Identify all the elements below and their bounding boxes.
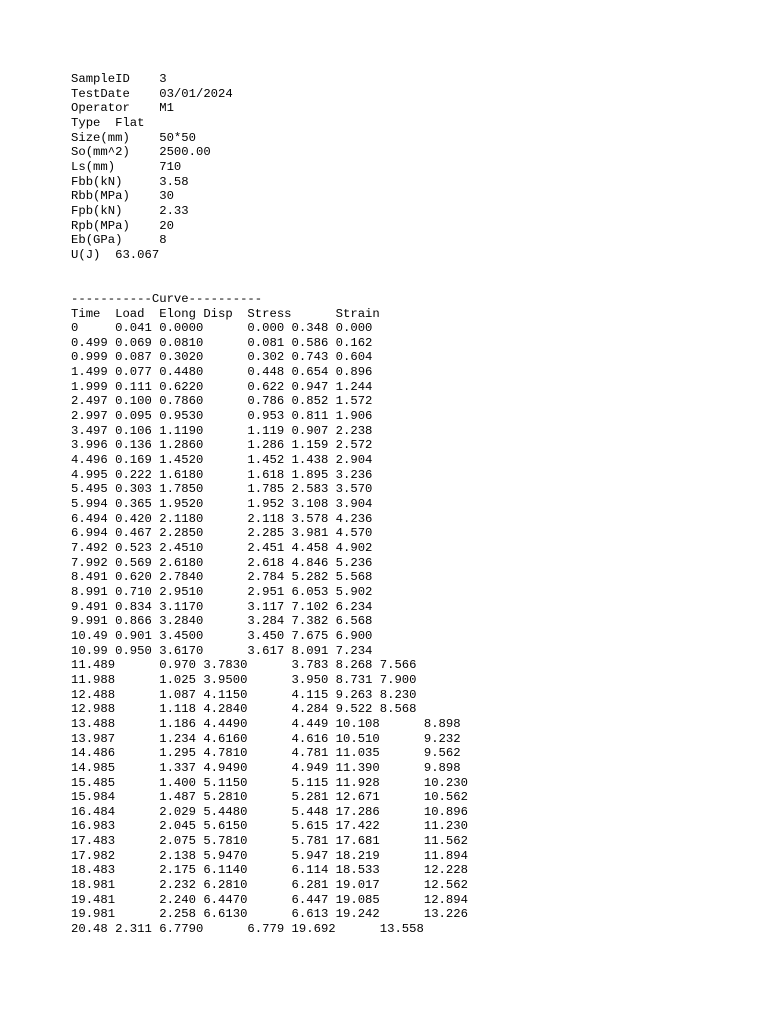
header-line: Operator M1 <box>71 101 174 116</box>
curve-data-row: 10.99 0.950 3.6170 3.617 8.091 7.234 <box>71 643 373 658</box>
header-line: Ls(mm) 710 <box>71 159 182 174</box>
header-line: So(mm^2) 2500.00 <box>71 145 211 160</box>
curve-data-row: 7.492 0.523 2.4510 2.451 4.458 4.902 <box>71 541 373 555</box>
header-line: Rpb(MPa) 20 <box>71 218 174 233</box>
curve-header-line: Time Load Elong Disp Stress Strain <box>71 306 380 321</box>
curve-data-row: 7.992 0.569 2.6180 2.618 4.846 5.236 <box>71 555 373 570</box>
header-line <box>71 263 468 278</box>
curve-data-row: 18.981 2.232 6.2810 6.281 19.017 12.562 <box>71 878 468 893</box>
curve-data-row: 2.497 0.100 0.7860 0.786 0.852 1.572 <box>71 394 373 409</box>
header-line: Fbb(kN) 3.58 <box>71 174 189 189</box>
curve-data-row: 9.491 0.834 3.1170 3.117 7.102 6.234 <box>71 599 373 614</box>
curve-data-row: 9.991 0.866 3.2840 3.284 7.382 6.568 <box>71 614 373 629</box>
header-line: Fpb(kN) 2.33 <box>71 203 189 218</box>
curve-data-row: 14.486 1.295 4.7810 4.781 11.035 9.562 <box>71 746 461 761</box>
curve-data-row: 2.997 0.095 0.9530 0.953 0.811 1.906 <box>71 409 373 424</box>
curve-data-row: 6.994 0.467 2.2850 2.285 3.981 4.570 <box>71 526 373 541</box>
header-line: SampleID 3 <box>71 72 167 86</box>
curve-data-row: 14.985 1.337 4.9490 4.949 11.390 9.898 <box>71 760 461 775</box>
curve-data-row: 0.499 0.069 0.0810 0.081 0.586 0.162 <box>71 335 373 350</box>
header-line: Type Flat <box>71 115 145 130</box>
header-line: U(J) 63.067 <box>71 247 160 262</box>
curve-data-row: 0 0.041 0.0000 0.000 0.348 0.000 <box>71 321 373 336</box>
header-line: Rbb(MPa) 30 <box>71 189 174 204</box>
header-line: Size(mm) 50*50 <box>71 130 196 145</box>
curve-data-row: 16.484 2.029 5.4480 5.448 17.286 10.896 <box>71 804 468 819</box>
curve-data-row: 19.481 2.240 6.4470 6.447 19.085 12.894 <box>71 892 468 907</box>
curve-data-row: 3.996 0.136 1.2860 1.286 1.159 2.572 <box>71 438 373 453</box>
curve-data-row: 1.999 0.111 0.6220 0.622 0.947 1.244 <box>71 379 373 394</box>
curve-data-row: 19.981 2.258 6.6130 6.613 19.242 13.226 <box>71 907 468 922</box>
header-line: TestDate 03/01/2024 <box>71 86 233 101</box>
curve-data-row: 5.495 0.303 1.7850 1.785 2.583 3.570 <box>71 482 373 497</box>
curve-data-row: 15.485 1.400 5.1150 5.115 11.928 10.230 <box>71 775 468 790</box>
curve-data-row: 8.491 0.620 2.7840 2.784 5.282 5.568 <box>71 570 373 585</box>
curve-data-row: 6.494 0.420 2.1180 2.118 3.578 4.236 <box>71 511 373 526</box>
curve-data-row: 13.488 1.186 4.4490 4.449 10.108 8.898 <box>71 716 461 731</box>
curve-data-row: 11.489 0.970 3.7830 3.783 8.268 7.566 <box>71 658 417 673</box>
curve-data-row: 1.499 0.077 0.4480 0.448 0.654 0.896 <box>71 365 373 380</box>
curve-data-row: 20.48 2.311 6.7790 6.779 19.692 13.558 <box>71 922 424 937</box>
header-line: Eb(GPa) 8 <box>71 233 167 248</box>
curve-data-row: 17.982 2.138 5.9470 5.947 18.219 11.894 <box>71 848 468 863</box>
curve-data-row: 13.987 1.234 4.6160 4.616 10.510 9.232 <box>71 731 461 746</box>
curve-data-row: 12.988 1.118 4.2840 4.284 9.522 8.568 <box>71 702 417 717</box>
curve-data-row: 0.999 0.087 0.3020 0.302 0.743 0.604 <box>71 350 373 365</box>
curve-data-row: 4.496 0.169 1.4520 1.452 1.438 2.904 <box>71 453 373 468</box>
curve-data-row: 18.483 2.175 6.1140 6.114 18.533 12.228 <box>71 863 468 878</box>
curve-data-row: 11.988 1.025 3.9500 3.950 8.731 7.900 <box>71 672 417 687</box>
curve-header-line: -----------Curve---------- <box>71 291 263 306</box>
curve-data-row: 17.483 2.075 5.7810 5.781 17.681 11.562 <box>71 834 468 849</box>
curve-data-row: 4.995 0.222 1.6180 1.618 1.895 3.236 <box>71 467 373 482</box>
curve-data-row: 8.991 0.710 2.9510 2.951 6.053 5.902 <box>71 584 373 599</box>
curve-data-row: 3.497 0.106 1.1190 1.119 0.907 2.238 <box>71 423 373 438</box>
curve-data-row: 15.984 1.487 5.2810 5.281 12.671 10.562 <box>71 790 468 805</box>
curve-data-row: 16.983 2.045 5.6150 5.615 17.422 11.230 <box>71 819 468 834</box>
curve-data-row: 12.488 1.087 4.1150 4.115 9.263 8.230 <box>71 687 417 702</box>
curve-data-row: 10.49 0.901 3.4500 3.450 7.675 6.900 <box>71 628 373 643</box>
header-line <box>71 277 468 292</box>
curve-data-row: 5.994 0.365 1.9520 1.952 3.108 3.904 <box>71 497 373 512</box>
test-report-text <box>71 72 468 937</box>
